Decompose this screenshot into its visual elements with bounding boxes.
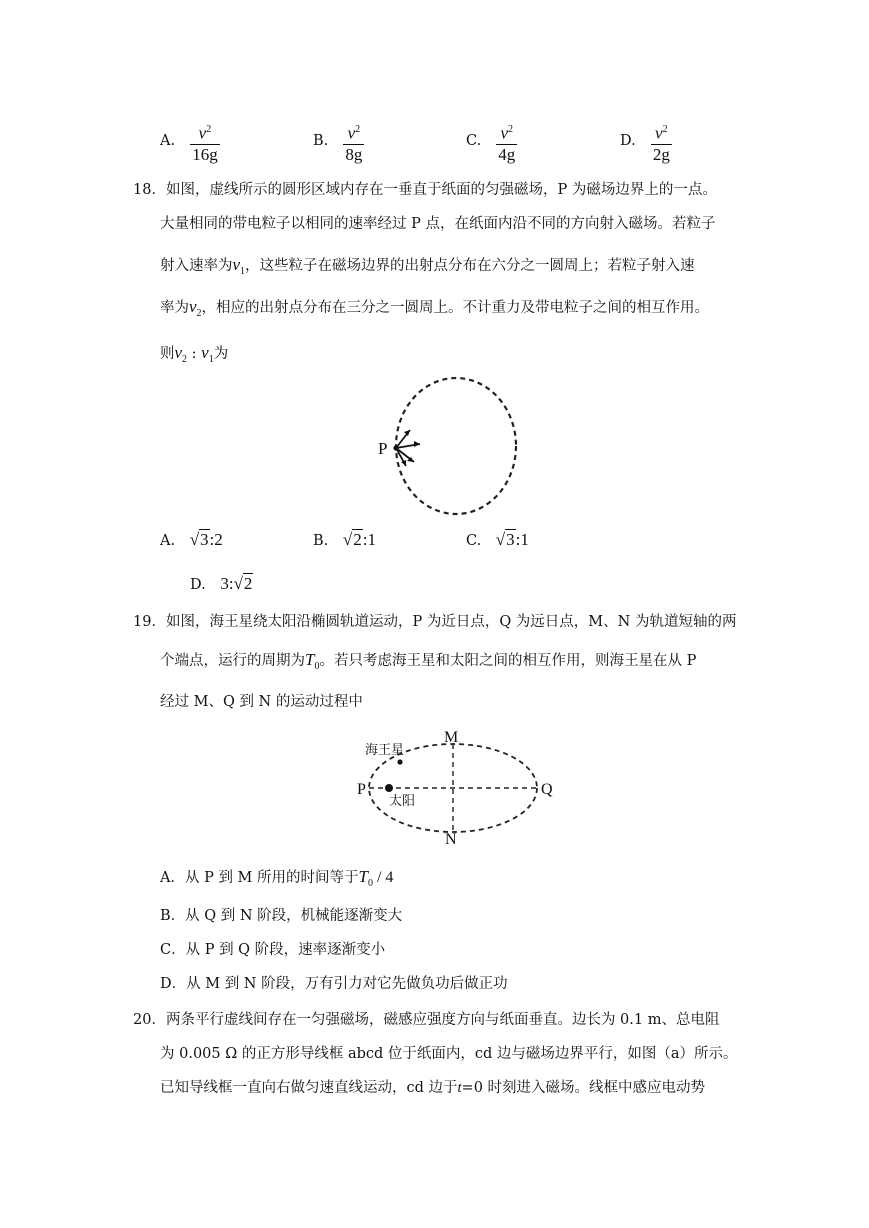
q18-magnetic-field-figure bbox=[370, 372, 530, 522]
q18-option-c: C. √3:1 bbox=[466, 530, 529, 549]
q19-option-d: D．从 M 到 N 阶段，万有引力对它先做负功后做正功 bbox=[160, 976, 508, 992]
label-q: Q bbox=[541, 781, 553, 798]
q17-option-c bbox=[466, 120, 517, 165]
q18-line-2: 大量相同的带电粒子以相同的速率经过 P 点，在纸面内沿不同的方向射入磁场。若粒子 bbox=[160, 216, 716, 232]
q17-option-b bbox=[313, 120, 364, 165]
option-label: C. bbox=[466, 132, 482, 149]
q18-line-4: 率为$v_2$，相应的出射点分布在三分之一圆周上。不计重力及带电粒子之间的相互作用。 bbox=[160, 297, 710, 319]
q17-option-d bbox=[620, 120, 672, 165]
q19-line-2: 个端点，运行的周期为$T_0$。若只考虑海王星和太阳之间的相互作用，则海王星在从 P bbox=[160, 650, 697, 672]
q20-line-3: 已知导线框一直向右做匀速直线运动，cd 边于t=0 时刻进入磁场。线框中感应电动势 bbox=[160, 1080, 706, 1096]
label-p: P bbox=[357, 781, 366, 798]
q18-line-3: 射入速率为$v_1$，这些粒子在磁场边界的出射点分布在六分之一圆周上；若粒子射入速 bbox=[160, 255, 695, 277]
fraction: $\frac{v^2}{4g}$ bbox=[496, 120, 517, 165]
q18-option-b: B. √2:1 bbox=[313, 530, 376, 549]
q20-line-2: 为 0.005 Ω 的正方形导线框 abcd 位于纸面内，cd 边与磁场边界平行，如图（a）所示。 bbox=[160, 1046, 738, 1062]
q19-option-c: C．从 P 到 Q 阶段，速率逐渐变小 bbox=[160, 942, 386, 958]
sun-label: 太阳 bbox=[389, 794, 416, 809]
q19-orbit-figure bbox=[355, 728, 555, 846]
q19-line-3: 经过 M、Q 到 N 的运动过程中 bbox=[160, 694, 363, 710]
neptune-dot bbox=[397, 759, 402, 764]
sun-dot bbox=[385, 784, 393, 792]
q18-option-d: D. 3:√2 bbox=[190, 574, 253, 593]
q18-option-a: A. √3:2 bbox=[160, 530, 223, 549]
label-n: N bbox=[445, 831, 457, 846]
q19-option-a: A．从 P 到 M 所用的时间等于$T_0 / 4$ bbox=[160, 867, 394, 889]
point-p-label: P bbox=[378, 439, 388, 458]
label-m: M bbox=[444, 729, 459, 746]
fraction: $\frac{v^2}{8g}$ bbox=[343, 120, 364, 165]
q17-option-a bbox=[160, 120, 220, 165]
option-label: B. bbox=[313, 132, 329, 149]
q18-line-5: 则$v_2$ : $v_1$为 bbox=[160, 343, 229, 365]
option-label: D. bbox=[620, 132, 636, 149]
q18-line-1: 18．如图，虚线所示的圆形区域内存在一垂直于纸面的匀强磁场，P 为磁场边界上的一点。 bbox=[133, 182, 717, 198]
neptune-label: 海王星 bbox=[365, 743, 405, 758]
fraction: $\frac{v^2}{2g}$ bbox=[651, 120, 672, 165]
q20-line-1: 20．两条平行虚线间存在一匀强磁场，磁感应强度方向与纸面垂直。边长为 0.1 m、总电阻 bbox=[133, 1012, 720, 1028]
q19-line-1: 19．如图，海王星绕太阳沿椭圆轨道运动，P 为近日点，Q 为远日点，M、N 为轨道短轴的两 bbox=[133, 614, 737, 630]
q19-option-b: B．从 Q 到 N 阶段，机械能逐渐变大 bbox=[160, 908, 403, 924]
option-label: A. bbox=[160, 132, 176, 149]
fraction: $\frac{v^2}{16g}$ bbox=[190, 120, 220, 165]
